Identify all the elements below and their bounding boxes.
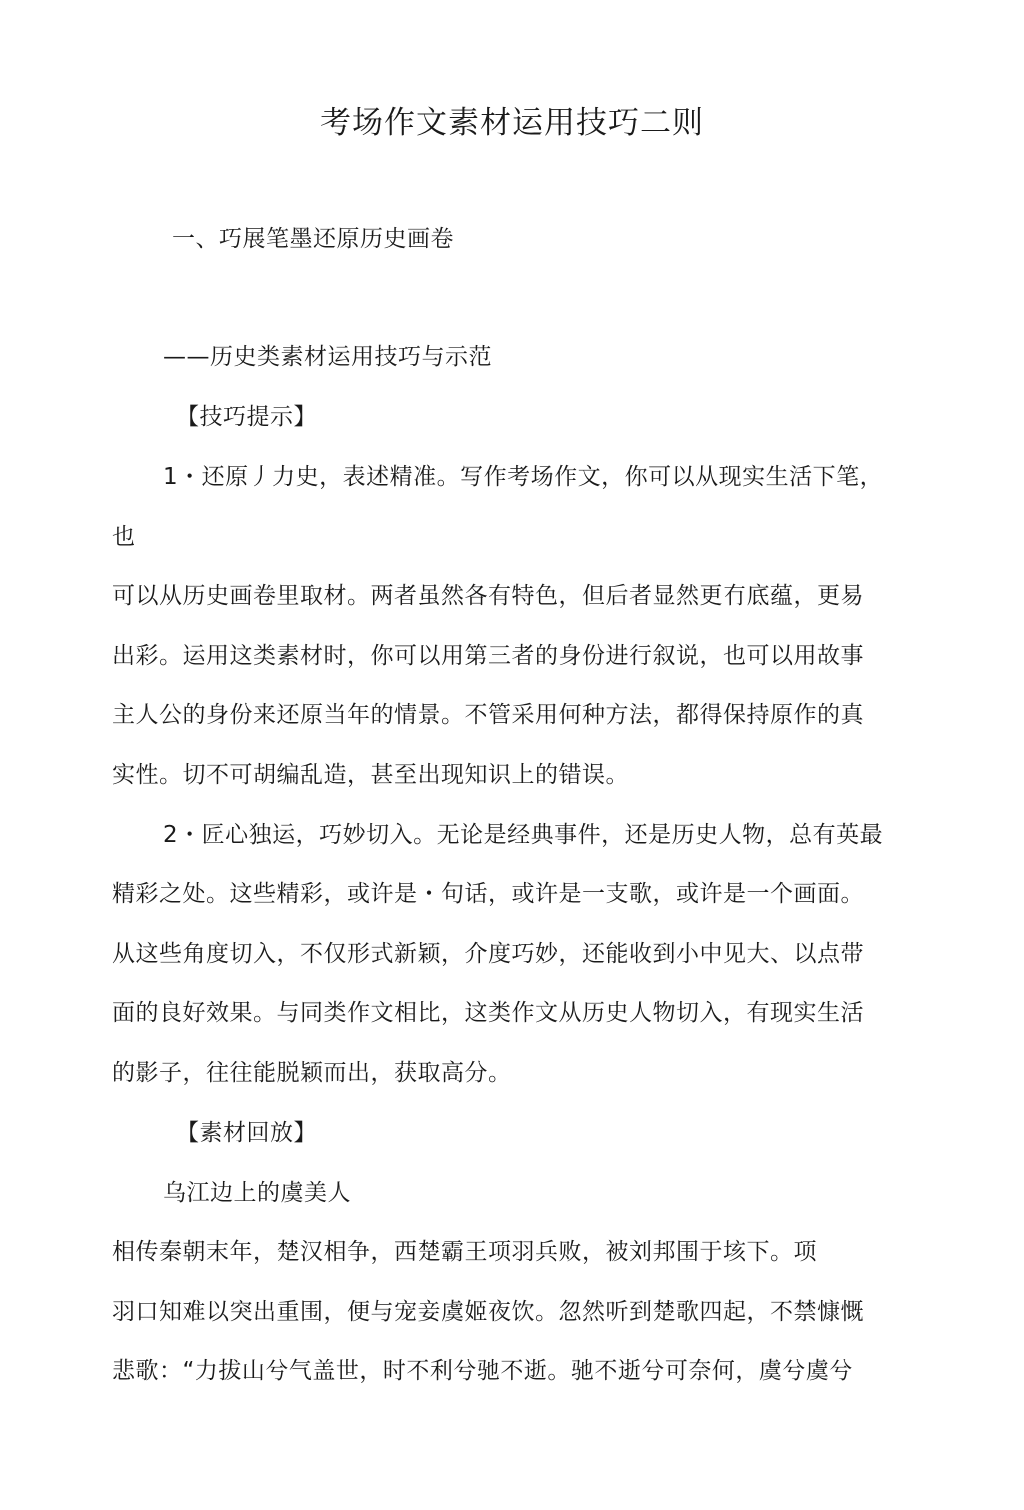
point1-line3: 可以从历史画卷里取材。两者虽然各有特色，但后者显然更冇底蕴，更易 [112,583,864,609]
point1-line2: 也 [112,524,136,550]
material-label: 【素材回放】 [176,1120,317,1146]
point1-line5: 主人公的身份来还原当年的情景。不管采用何种方法，都得保持原作的真 [112,702,864,728]
point2-line2: 精彩之处。这些精彩，或许是・句话，或许是一支歌，或许是一个画面。 [112,881,864,907]
story-title: 乌江边上的虞美人 [163,1180,351,1206]
story-line2: 羽口知难以突出重围，便与宠妾虞姬夜饮。忽然听到楚歌四起，不禁慷慨 [112,1299,864,1325]
tips-label: 【技巧提示】 [176,404,317,430]
document-title: 考场作文素材运用技巧二则 [320,105,704,141]
point1-line6: 实性。切不可胡编乱造，甚至出现知识上的错误。 [112,762,629,788]
story-line1: 相传秦朝末年，楚汉相争，西楚霸王项羽兵败，被刘邦围于垓下。项 [112,1239,817,1265]
section-heading: 一、巧展笔墨还原历史画卷 [172,226,454,252]
subtitle: ——历史类素材运用技巧与示范 [163,344,492,370]
point1-line1: 1・还原丿力史，表述精准。写作考场作文，你可以从现实生活下笔， [163,464,884,490]
point1-line4: 出彩。运用这类素材时，你可以用第三者的身份进行叙说，也可以用故事 [112,643,864,669]
story-line3: 悲歌：“力拔山兮气盖世，时不利兮驰不逝。驰不逝兮可奈何，虞兮虞兮 [112,1358,853,1384]
point2-line1: 2・匠心独运，巧妙切入。无论是经典事件，还是历史人物，总有英最 [163,822,884,848]
point2-line3: 从这些角度切入，不仅形式新颖，介度巧妙，还能收到小中见大、以点带 [112,941,864,967]
point2-line5: 的影子，往往能脱颖而出，获取高分。 [112,1060,512,1086]
point2-line4: 面的良好效果。与同类作文相比，这类作文从历史人物切入，有现实生活 [112,1000,864,1026]
